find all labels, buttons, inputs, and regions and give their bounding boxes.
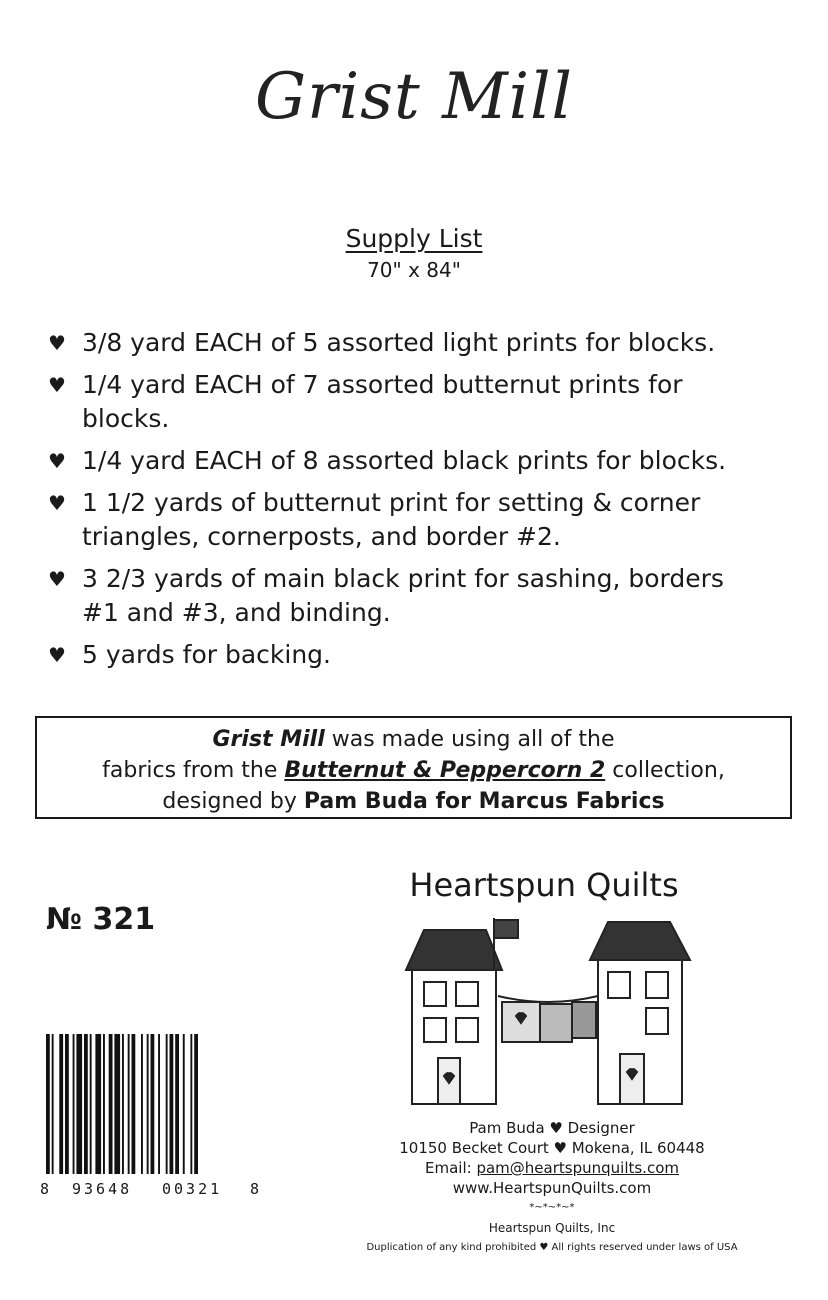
barcode-bar — [166, 1034, 168, 1174]
supply-item-text: 5 yards for backing. — [82, 640, 331, 669]
barcode-bar — [158, 1034, 160, 1174]
barcode-bar — [46, 1034, 50, 1174]
supply-item-text: 1/4 yard EACH of 8 assorted black prints for blocks. — [82, 446, 727, 475]
email-link[interactable]: pam@heartspunquilts.com — [476, 1159, 679, 1177]
barcode-bar — [90, 1034, 92, 1174]
website-link[interactable]: www.HeartspunQuilts.com — [452, 1179, 652, 1197]
barcode-digit: 93648 — [72, 1180, 133, 1198]
houses-logo-illustration — [394, 908, 700, 1114]
collection-name: Butternut & Peppercorn 2 — [284, 758, 606, 783]
supply-list — [48, 326, 768, 680]
list-item — [48, 326, 768, 360]
callout-text: was made using all of the — [324, 727, 615, 752]
barcode-bar — [183, 1034, 185, 1174]
designer-line: Pam Buda ♥ Designer — [469, 1119, 635, 1137]
barcode-bar — [76, 1034, 82, 1174]
heart-icon: ♥ — [48, 643, 66, 667]
barcode-bar — [141, 1034, 143, 1174]
barcode-bar — [65, 1034, 69, 1174]
barcode-bar — [109, 1034, 113, 1174]
barcode-bar — [170, 1034, 174, 1174]
barcode-bar — [175, 1034, 179, 1174]
barcode-bar — [84, 1034, 88, 1174]
barcode-digit: 00321 — [162, 1180, 223, 1198]
barcode-digit: 8 — [250, 1180, 260, 1198]
divider-ornament: *~*~*~* — [529, 1202, 575, 1213]
email-label: Email: — [425, 1159, 477, 1177]
barcode-bar — [73, 1034, 75, 1174]
company-name: Heartspun Quilts, Inc — [488, 1221, 616, 1235]
callout-text: fabrics from the — [102, 758, 285, 783]
barcode-bar — [147, 1034, 149, 1174]
barcode-bar — [52, 1034, 54, 1174]
supply-item-text: 3/8 yard EACH of 5 assorted light prints for blocks. — [82, 328, 716, 357]
barcode-bar — [132, 1034, 136, 1174]
barcode-bar — [95, 1034, 101, 1174]
barcode-bar — [103, 1034, 105, 1174]
designer-credit: Pam Buda for Marcus Fabrics — [303, 789, 665, 814]
fabric-collection-callout — [35, 716, 792, 819]
supply-item-text: 3 2/3 yards of main black print for sashing, borders #1 and #3, and binding. — [82, 564, 724, 627]
address-line: 10150 Becket Court ♥ Mokena, IL 60448 — [399, 1139, 705, 1157]
list-item — [48, 444, 768, 478]
heart-icon: ♥ — [48, 567, 66, 591]
supply-item-text: 1/4 yard EACH of 7 assorted butternut prints for blocks. — [82, 370, 683, 433]
heart-icon: ♥ — [48, 449, 66, 473]
callout-pattern-name: Grist Mill — [212, 727, 325, 752]
heart-icon: ♥ — [48, 331, 66, 355]
list-item — [48, 486, 768, 554]
barcode-bar — [194, 1034, 198, 1174]
callout-text: collection, — [605, 758, 725, 783]
list-item — [48, 368, 768, 436]
list-item — [48, 638, 768, 672]
heart-icon: ♥ — [48, 491, 66, 515]
barcode-bar — [59, 1034, 63, 1174]
supply-list-heading: Supply List — [345, 224, 483, 253]
barcode — [36, 1034, 256, 1192]
pattern-title: Grist Mill — [254, 60, 574, 134]
list-item — [48, 562, 768, 630]
designer-contact-info — [350, 1118, 754, 1258]
brand-name: Heartspun Quilts — [409, 866, 679, 904]
copyright-notice: Duplication of any kind prohibited ♥ All rights reserved under laws of USA — [366, 1242, 738, 1253]
barcode-bar — [114, 1034, 120, 1174]
barcode-bar — [151, 1034, 155, 1174]
barcode-bar — [190, 1034, 192, 1174]
callout-text: designed by — [162, 789, 304, 814]
barcode-bar — [122, 1034, 124, 1174]
heart-icon: ♥ — [48, 373, 66, 397]
barcode-bar — [128, 1034, 130, 1174]
supply-item-text: 1 1/2 yards of butternut print for setting & corner triangles, cornerposts, and border #2. — [82, 488, 701, 551]
quilt-size: 70" x 84" — [367, 258, 461, 282]
pattern-number: № 321 — [46, 902, 156, 937]
barcode-digit: 8 — [40, 1180, 50, 1198]
